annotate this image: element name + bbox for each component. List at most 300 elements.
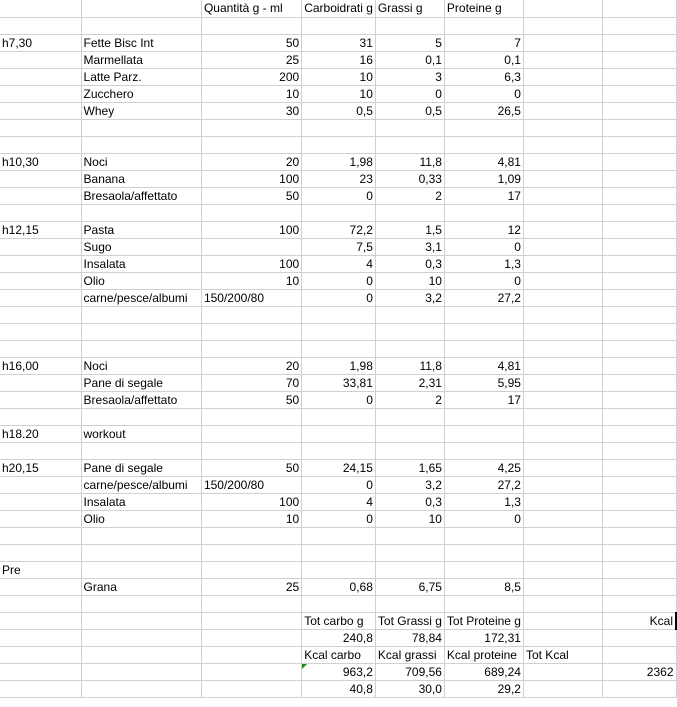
cell-A10[interactable]: h10,30 [0,153,81,170]
cell-F22[interactable]: 4,81 [444,357,523,374]
cell-E4[interactable]: 0,1 [375,51,444,68]
cell-F27[interactable] [444,442,523,459]
cell-B25[interactable] [81,408,201,425]
cell-A40[interactable] [0,663,81,680]
cell-A32[interactable] [0,527,81,544]
cell-E32[interactable] [375,527,444,544]
cell-D31[interactable]: 0 [302,510,376,527]
cell-B29[interactable]: carne/pesce/albumi [81,476,201,493]
cell-G14[interactable] [523,221,602,238]
cell-H2[interactable] [602,17,676,34]
cell-A29[interactable] [0,476,81,493]
cell-D24[interactable]: 0 [302,391,376,408]
cell-F2[interactable] [444,17,523,34]
cell-C12[interactable]: 50 [201,187,301,204]
cell-G19[interactable] [523,306,602,323]
cell-F19[interactable] [444,306,523,323]
cell-C10[interactable]: 20 [201,153,301,170]
cell-C18[interactable]: 150/200/80 [201,289,301,306]
cell-H33[interactable] [602,544,676,561]
cell-F25[interactable] [444,408,523,425]
cell-F5[interactable]: 6,3 [444,68,523,85]
cell-H36[interactable] [602,595,676,612]
cell-H4[interactable] [602,51,676,68]
cell-B2[interactable] [81,17,201,34]
cell-H11[interactable] [602,170,676,187]
cell-D36[interactable] [302,595,376,612]
cell-B31[interactable]: Olio [81,510,201,527]
cell-A18[interactable] [0,289,81,306]
cell-A38[interactable] [0,629,81,646]
cell-B19[interactable] [81,306,201,323]
cell-A37[interactable] [0,612,81,629]
cell-H12[interactable] [602,187,676,204]
cell-B27[interactable] [81,442,201,459]
cell-F30[interactable]: 1,3 [444,493,523,510]
cell-B8[interactable] [81,119,201,136]
cell-F11[interactable]: 1,09 [444,170,523,187]
cell-G22[interactable] [523,357,602,374]
cell-D30[interactable]: 4 [302,493,376,510]
cell-B20[interactable] [81,323,201,340]
cell-H25[interactable] [602,408,676,425]
cell-A6[interactable] [0,85,81,102]
cell-C1[interactable]: Quantità g - ml [201,0,301,17]
cell-E5[interactable]: 3 [375,68,444,85]
cell-F3[interactable]: 7 [444,34,523,51]
cell-A39[interactable] [0,646,81,663]
cell-D34[interactable] [302,561,376,578]
cell-F32[interactable] [444,527,523,544]
cell-G21[interactable] [523,340,602,357]
cell-G40[interactable] [523,663,602,680]
cell-B13[interactable] [81,204,201,221]
cell-G3[interactable] [523,34,602,51]
cell-F23[interactable]: 5,95 [444,374,523,391]
cell-F33[interactable] [444,544,523,561]
cell-H39[interactable] [602,646,676,663]
cell-D2[interactable] [302,17,376,34]
cell-B24[interactable]: Bresaola/affettato [81,391,201,408]
cell-C41[interactable] [201,680,301,697]
cell-F26[interactable] [444,425,523,442]
cell-B6[interactable]: Zucchero [81,85,201,102]
cell-B12[interactable]: Bresaola/affettato [81,187,201,204]
cell-E22[interactable]: 11,8 [375,357,444,374]
cell-A41[interactable] [0,680,81,697]
cell-A21[interactable] [0,340,81,357]
cell-B23[interactable]: Pane di segale [81,374,201,391]
cell-C32[interactable] [201,527,301,544]
cell-G24[interactable] [523,391,602,408]
cell-A14[interactable]: h12,15 [0,221,81,238]
cell-D35[interactable]: 0,68 [302,578,376,595]
cell-E40[interactable]: 709,56 [375,663,444,680]
cell-B37[interactable] [81,612,201,629]
cell-H8[interactable] [602,119,676,136]
cell-C4[interactable]: 25 [201,51,301,68]
cell-F6[interactable]: 0 [444,85,523,102]
cell-B38[interactable] [81,629,201,646]
cell-C3[interactable]: 50 [201,34,301,51]
cell-H6[interactable] [602,85,676,102]
cell-G32[interactable] [523,527,602,544]
cell-C26[interactable] [201,425,301,442]
cell-B7[interactable]: Whey [81,102,201,119]
cell-C17[interactable]: 10 [201,272,301,289]
cell-D7[interactable]: 0,5 [302,102,376,119]
cell-G5[interactable] [523,68,602,85]
cell-G15[interactable] [523,238,602,255]
cell-C15[interactable] [201,238,301,255]
cell-G18[interactable] [523,289,602,306]
cell-A8[interactable] [0,119,81,136]
cell-A34[interactable]: Pre [0,561,81,578]
cell-A13[interactable] [0,204,81,221]
cell-B22[interactable]: Noci [81,357,201,374]
cell-A30[interactable] [0,493,81,510]
cell-F1[interactable]: Proteine g [444,0,523,17]
cell-H5[interactable] [602,68,676,85]
cell-H30[interactable] [602,493,676,510]
cell-H15[interactable] [602,238,676,255]
cell-F37[interactable]: Tot Proteine g [444,612,523,629]
cell-B18[interactable]: carne/pesce/albumi [81,289,201,306]
cell-D21[interactable] [302,340,376,357]
cell-F18[interactable]: 27,2 [444,289,523,306]
cell-A16[interactable] [0,255,81,272]
cell-D28[interactable]: 24,15 [302,459,376,476]
cell-B16[interactable]: Insalata [81,255,201,272]
cell-C22[interactable]: 20 [201,357,301,374]
cell-A12[interactable] [0,187,81,204]
cell-D4[interactable]: 16 [302,51,376,68]
cell-E38[interactable]: 78,84 [375,629,444,646]
cell-G20[interactable] [523,323,602,340]
cell-C2[interactable] [201,17,301,34]
cell-B11[interactable]: Banana [81,170,201,187]
cell-A15[interactable] [0,238,81,255]
cell-D22[interactable]: 1,98 [302,357,376,374]
cell-A24[interactable] [0,391,81,408]
cell-F36[interactable] [444,595,523,612]
cell-H9[interactable] [602,136,676,153]
cell-H22[interactable] [602,357,676,374]
cell-E27[interactable] [375,442,444,459]
cell-F34[interactable] [444,561,523,578]
cell-G38[interactable] [523,629,602,646]
cell-A20[interactable] [0,323,81,340]
cell-C20[interactable] [201,323,301,340]
cell-D5[interactable]: 10 [302,68,376,85]
cell-D25[interactable] [302,408,376,425]
cell-F41[interactable]: 29,2 [444,680,523,697]
cell-A2[interactable] [0,17,81,34]
cell-G37[interactable] [523,612,602,629]
cell-B4[interactable]: Marmellata [81,51,201,68]
cell-D41[interactable]: 40,8 [302,680,376,697]
cell-C5[interactable]: 200 [201,68,301,85]
cell-C33[interactable] [201,544,301,561]
cell-H21[interactable] [602,340,676,357]
cell-F35[interactable]: 8,5 [444,578,523,595]
cell-F16[interactable]: 1,3 [444,255,523,272]
cell-E31[interactable]: 10 [375,510,444,527]
cell-E25[interactable] [375,408,444,425]
cell-G31[interactable] [523,510,602,527]
cell-C9[interactable] [201,136,301,153]
cell-C30[interactable]: 100 [201,493,301,510]
cell-H19[interactable] [602,306,676,323]
cell-H17[interactable] [602,272,676,289]
cell-E34[interactable] [375,561,444,578]
cell-B21[interactable] [81,340,201,357]
cell-E41[interactable]: 30,0 [375,680,444,697]
cell-G28[interactable] [523,459,602,476]
cell-A3[interactable]: h7,30 [0,34,81,51]
cell-F10[interactable]: 4,81 [444,153,523,170]
cell-F40[interactable]: 689,24 [444,663,523,680]
cell-H34[interactable] [602,561,676,578]
cell-H24[interactable] [602,391,676,408]
cell-B5[interactable]: Latte Parz. [81,68,201,85]
cell-H7[interactable] [602,102,676,119]
cell-C27[interactable] [201,442,301,459]
cell-E35[interactable]: 6,75 [375,578,444,595]
cell-H38[interactable] [602,629,676,646]
cell-F8[interactable] [444,119,523,136]
cell-D38[interactable]: 240,8 [302,629,376,646]
cell-D29[interactable]: 0 [302,476,376,493]
cell-G26[interactable] [523,425,602,442]
cell-G8[interactable] [523,119,602,136]
cell-C24[interactable]: 50 [201,391,301,408]
cell-G2[interactable] [523,17,602,34]
cell-H16[interactable] [602,255,676,272]
cell-A9[interactable] [0,136,81,153]
cell-A22[interactable]: h16,00 [0,357,81,374]
cell-C31[interactable]: 10 [201,510,301,527]
cell-E23[interactable]: 2,31 [375,374,444,391]
cell-H27[interactable] [602,442,676,459]
cell-G41[interactable] [523,680,602,697]
cell-B9[interactable] [81,136,201,153]
cell-H41[interactable] [602,680,676,697]
cell-D20[interactable] [302,323,376,340]
cell-E33[interactable] [375,544,444,561]
cell-B10[interactable]: Noci [81,153,201,170]
cell-A36[interactable] [0,595,81,612]
cell-E12[interactable]: 2 [375,187,444,204]
cell-F21[interactable] [444,340,523,357]
cell-C37[interactable] [201,612,301,629]
cell-E29[interactable]: 3,2 [375,476,444,493]
cell-D8[interactable] [302,119,376,136]
cell-G39[interactable]: Tot Kcal [523,646,602,663]
cell-C16[interactable]: 100 [201,255,301,272]
cell-E13[interactable] [375,204,444,221]
cell-E36[interactable] [375,595,444,612]
cell-G29[interactable] [523,476,602,493]
cell-D1[interactable]: Carboidrati g [302,0,376,17]
cell-C8[interactable] [201,119,301,136]
cell-A17[interactable] [0,272,81,289]
cell-C36[interactable] [201,595,301,612]
cell-D26[interactable] [302,425,376,442]
cell-G33[interactable] [523,544,602,561]
cell-G35[interactable] [523,578,602,595]
cell-E39[interactable]: Kcal grassi [375,646,444,663]
cell-F38[interactable]: 172,31 [444,629,523,646]
cell-B39[interactable] [81,646,201,663]
cell-H10[interactable] [602,153,676,170]
cell-F4[interactable]: 0,1 [444,51,523,68]
cell-D12[interactable]: 0 [302,187,376,204]
cell-B32[interactable] [81,527,201,544]
cell-E8[interactable] [375,119,444,136]
cell-C6[interactable]: 10 [201,85,301,102]
cell-G30[interactable] [523,493,602,510]
cell-H1[interactable] [602,0,676,17]
cell-E16[interactable]: 0,3 [375,255,444,272]
cell-B3[interactable]: Fette Bisc Int [81,34,201,51]
cell-E37[interactable]: Tot Grassi g [375,612,444,629]
cell-H29[interactable] [602,476,676,493]
cell-B30[interactable]: Insalata [81,493,201,510]
cell-G16[interactable] [523,255,602,272]
cell-F39[interactable]: Kcal proteine [444,646,523,663]
cell-E9[interactable] [375,136,444,153]
cell-G9[interactable] [523,136,602,153]
cell-D17[interactable]: 0 [302,272,376,289]
cell-D39[interactable]: Kcal carbo [302,646,376,663]
cell-A31[interactable] [0,510,81,527]
cell-C40[interactable] [201,663,301,680]
cell-A25[interactable] [0,408,81,425]
cell-C29[interactable]: 150/200/80 [201,476,301,493]
cell-E2[interactable] [375,17,444,34]
cell-A23[interactable] [0,374,81,391]
cell-H26[interactable] [602,425,676,442]
cell-C11[interactable]: 100 [201,170,301,187]
cell-C21[interactable] [201,340,301,357]
cell-G27[interactable] [523,442,602,459]
cell-D27[interactable] [302,442,376,459]
cell-H40[interactable]: 2362 [602,663,676,680]
cell-D23[interactable]: 33,81 [302,374,376,391]
cell-C23[interactable]: 70 [201,374,301,391]
cell-H28[interactable] [602,459,676,476]
cell-H18[interactable] [602,289,676,306]
cell-H20[interactable] [602,323,676,340]
cell-D6[interactable]: 10 [302,85,376,102]
cell-E7[interactable]: 0,5 [375,102,444,119]
cell-H32[interactable] [602,527,676,544]
cell-D19[interactable] [302,306,376,323]
cell-B41[interactable] [81,680,201,697]
cell-D13[interactable] [302,204,376,221]
cell-E20[interactable] [375,323,444,340]
cell-G36[interactable] [523,595,602,612]
cell-D11[interactable]: 23 [302,170,376,187]
cell-H13[interactable] [602,204,676,221]
cell-E28[interactable]: 1,65 [375,459,444,476]
cell-E1[interactable]: Grassi g [375,0,444,17]
cell-A28[interactable]: h20,15 [0,459,81,476]
cell-F14[interactable]: 12 [444,221,523,238]
cell-A1[interactable] [0,0,81,17]
cell-B14[interactable]: Pasta [81,221,201,238]
cell-E21[interactable] [375,340,444,357]
cell-F31[interactable]: 0 [444,510,523,527]
cell-E18[interactable]: 3,2 [375,289,444,306]
cell-D14[interactable]: 72,2 [302,221,376,238]
cell-G25[interactable] [523,408,602,425]
cell-E11[interactable]: 0,33 [375,170,444,187]
cell-C13[interactable] [201,204,301,221]
cell-A27[interactable] [0,442,81,459]
cell-C25[interactable] [201,408,301,425]
cell-F28[interactable]: 4,25 [444,459,523,476]
cell-F29[interactable]: 27,2 [444,476,523,493]
cell-C28[interactable]: 50 [201,459,301,476]
cell-B1[interactable] [81,0,201,17]
cell-D33[interactable] [302,544,376,561]
cell-F12[interactable]: 17 [444,187,523,204]
cell-G34[interactable] [523,561,602,578]
cell-A26[interactable]: h18.20 [0,425,81,442]
cell-D37[interactable]: Tot carbo g [302,612,376,629]
cell-A5[interactable] [0,68,81,85]
cell-B34[interactable] [81,561,201,578]
cell-D9[interactable] [302,136,376,153]
cell-E10[interactable]: 11,8 [375,153,444,170]
cell-B28[interactable]: Pane di segale [81,459,201,476]
cell-E6[interactable]: 0 [375,85,444,102]
cell-G23[interactable] [523,374,602,391]
cell-C7[interactable]: 30 [201,102,301,119]
cell-H3[interactable] [602,34,676,51]
cell-H23[interactable] [602,374,676,391]
cell-G13[interactable] [523,204,602,221]
cell-G7[interactable] [523,102,602,119]
cell-B33[interactable] [81,544,201,561]
cell-E3[interactable]: 5 [375,34,444,51]
cell-F17[interactable]: 0 [444,272,523,289]
cell-F13[interactable] [444,204,523,221]
cell-D40[interactable]: 963,2 [302,663,376,680]
cell-C14[interactable]: 100 [201,221,301,238]
cell-G11[interactable] [523,170,602,187]
cell-E17[interactable]: 10 [375,272,444,289]
cell-G12[interactable] [523,187,602,204]
cell-A19[interactable] [0,306,81,323]
cell-D18[interactable]: 0 [302,289,376,306]
cell-E14[interactable]: 1,5 [375,221,444,238]
cell-D3[interactable]: 31 [302,34,376,51]
cell-B17[interactable]: Olio [81,272,201,289]
cell-D15[interactable]: 7,5 [302,238,376,255]
cell-G4[interactable] [523,51,602,68]
cell-A35[interactable] [0,578,81,595]
cell-A7[interactable] [0,102,81,119]
cell-B36[interactable] [81,595,201,612]
cell-A4[interactable] [0,51,81,68]
cell-E15[interactable]: 3,1 [375,238,444,255]
cell-B35[interactable]: Grana [81,578,201,595]
cell-H14[interactable] [602,221,676,238]
cell-D16[interactable]: 4 [302,255,376,272]
